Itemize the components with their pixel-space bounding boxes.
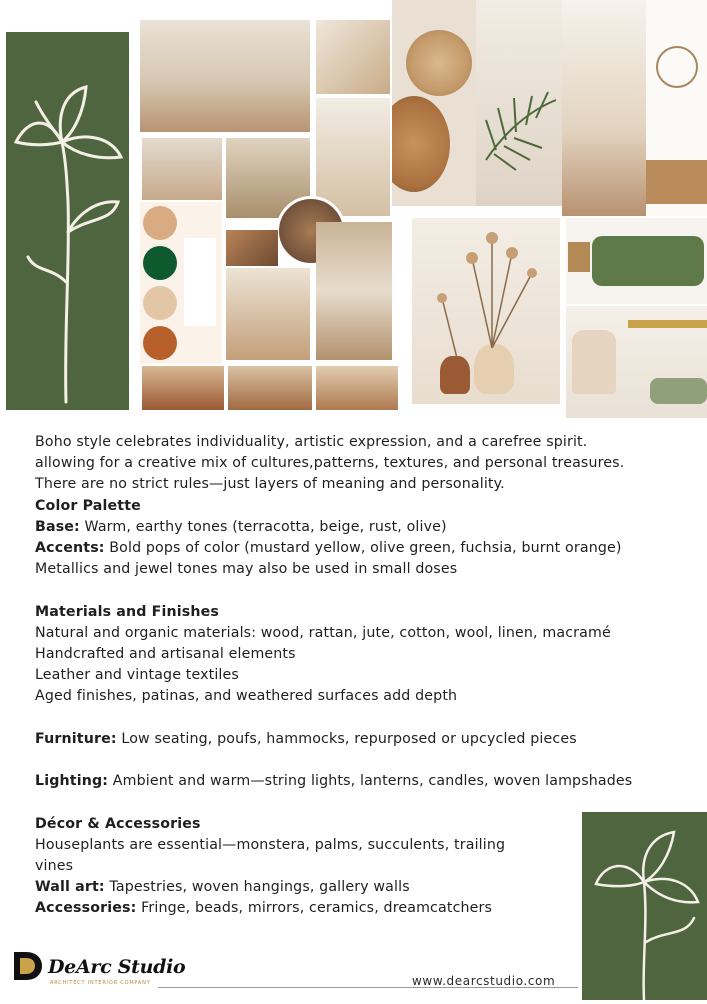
photo-pendant-room: [316, 98, 390, 216]
photo-green-sofa: [566, 218, 707, 304]
swatch-rust: [143, 326, 177, 360]
materials-line: Aged finishes, patinas, and weathered surfaces add depth: [35, 688, 458, 705]
photo-pampas: [562, 0, 646, 216]
color-palette-heading: Color Palette: [35, 497, 141, 514]
flower-line-art-icon: [6, 32, 129, 410]
photo-chair-table: [566, 306, 707, 418]
left-green-panel: [6, 32, 129, 410]
photo-woven-baskets: [392, 0, 476, 216]
accessories-line: Accessories: Fringe, beads, mirrors, ceramics, dreamcatchers: [35, 900, 493, 917]
logo-mark-icon: [10, 948, 46, 984]
palm-leaf-icon: [476, 0, 562, 216]
vase-brown: [440, 356, 470, 394]
materials-heading: Materials and Finishes: [35, 603, 219, 620]
decor-line: vines: [35, 858, 74, 874]
rattan-pendant-icon: [656, 46, 698, 88]
intro-line: There are no strict rules—just layers of meaning and personality.: [35, 476, 505, 493]
logo-wordmark: DeArc Studio: [48, 956, 186, 978]
decor-heading: Décor & Accessories: [35, 815, 201, 832]
photo-plant-room: [316, 222, 392, 360]
photo-sofa-2: [228, 366, 312, 410]
woven-plate-2: [392, 96, 450, 192]
flower-line-art-icon: [582, 812, 707, 1000]
logo-tagline: ARCHITECT INTERIOR COMPANY: [50, 980, 151, 986]
swatch-sand: [143, 286, 177, 320]
photo-shelves: [140, 20, 310, 132]
photo-warm-lamp: [226, 230, 278, 266]
website-url[interactable]: www.dearcstudio.com: [412, 974, 556, 988]
gold-table: [628, 320, 707, 328]
swatch-emerald-green: [143, 246, 177, 280]
wall-art-line: Wall art: Tapestries, woven hangings, gallery walls: [35, 879, 410, 896]
lighting-line: Lighting: Ambient and warm—string lights, lanterns, candles, woven lampshades: [35, 773, 633, 790]
photo-palm-leaves: [476, 0, 562, 216]
furniture-line: Furniture: Low seating, poufs, hammocks, repurposed or upcycled pieces: [35, 730, 577, 747]
materials-line: Natural and organic materials: wood, rattan, jute, cotton, wool, linen, macramé: [35, 624, 611, 641]
photo-dried-flowers-vases: [412, 218, 560, 404]
potted-plant: [568, 242, 590, 272]
green-ottoman: [650, 378, 707, 404]
bottom-right-green-panel: [582, 812, 707, 1000]
materials-line: Leather and vintage textiles: [35, 667, 239, 684]
green-sofa: [592, 236, 704, 286]
photo-sofa-3: [316, 366, 398, 410]
photo-sofa-1: [142, 366, 224, 410]
base-line: Base: Warm, earthy tones (terracotta, beige, rust, olive): [35, 518, 447, 535]
armchair: [572, 330, 616, 394]
metallics-line: Metallics and jewel tones may also be used in small doses: [35, 561, 458, 578]
decor-line: Houseplants are essential—monstera, palms, succulents, trailing: [35, 836, 506, 853]
swatch-white-card: [184, 238, 216, 326]
swatch-terracotta-beige: [143, 206, 177, 240]
wooden-cabinet: [646, 160, 707, 204]
photo-rattan-pendant: [646, 0, 707, 216]
intro-line: allowing for a creative mix of cultures,patterns, textures, and personal treasures.: [35, 455, 625, 472]
woven-plate-1: [406, 30, 472, 96]
photo-arch-lounge: [226, 268, 310, 360]
photo-bedroom: [142, 138, 222, 200]
photo-mirror-vases: [316, 20, 390, 94]
dried-stems-icon: [412, 218, 560, 358]
accents-line: Accents: Bold pops of color (mustard yellow, olive green, fuchsia, burnt orange): [35, 540, 622, 557]
materials-line: Handcrafted and artisanal elements: [35, 646, 296, 663]
intro-line: Boho style celebrates individuality, artistic expression, and a carefree spirit.: [35, 434, 588, 450]
